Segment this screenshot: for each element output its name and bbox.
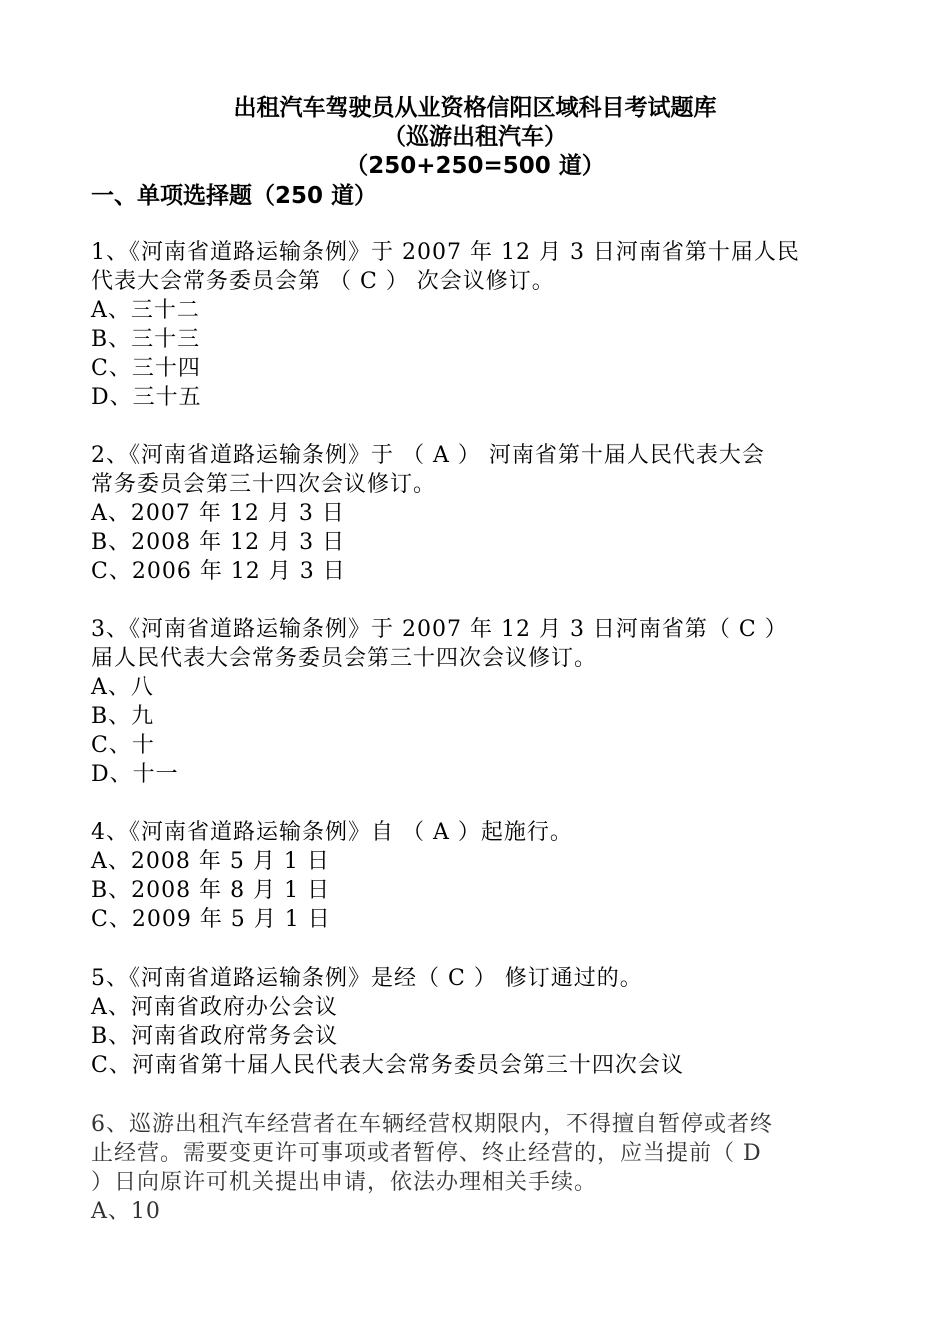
question-1-text-line-2: 代表大会常务委员会第 （ C ） 次会议修订。	[91, 269, 555, 294]
question-3-option-a: A、八	[91, 675, 154, 700]
question-4-option-b: B、2008 年 8 月 1 日	[91, 878, 331, 903]
question-2-option-c: C、2006 年 12 月 3 日	[91, 559, 346, 584]
document-title: 出租汽车驾驶员从业资格信阳区域科目考试题库	[233, 95, 717, 121]
question-2-option-a: A、2007 年 12 月 3 日	[91, 501, 345, 526]
question-6-text-line-2: 止经营。需要变更许可事项或者暂停、终止经营的，应当提前（ D	[91, 1141, 762, 1166]
question-1-option-d: D、三十五	[91, 385, 202, 410]
question-count: （250+250=500 道）	[345, 153, 605, 179]
question-1-option-b: B、三十三	[91, 327, 201, 352]
question-4-text-line-1: 4、《河南省道路运输条例》自 （ A ）起施行。	[91, 820, 573, 845]
question-6-text-line-3: ）日向原许可机关提出申请，依法办理相关手续。	[91, 1170, 598, 1195]
question-5-option-c: C、河南省第十届人民代表大会常务委员会第三十四次会议	[91, 1053, 684, 1078]
question-2-text-line-1: 2、《河南省道路运输条例》于 （ A ） 河南省第十届人民代表大会	[91, 443, 765, 468]
question-4-option-c: C、2009 年 5 月 1 日	[91, 907, 331, 932]
question-3-text-line-2: 届人民代表大会常务委员会第三十四次会议修订。	[91, 646, 598, 671]
question-2-option-b: B、2008 年 12 月 3 日	[91, 530, 346, 555]
question-4-option-a: A、2008 年 5 月 1 日	[91, 849, 330, 874]
question-1-option-a: A、三十二	[91, 298, 200, 323]
question-3-option-d: D、十一	[91, 762, 179, 787]
question-6-text-line-1: 6、巡游出租汽车经营者在车辆经营权期限内，不得擅自暂停或者终	[91, 1112, 773, 1137]
question-6-option-a: A、10	[91, 1199, 161, 1224]
question-1-text-line-1: 1、《河南省道路运输条例》于 2007 年 12 月 3 日河南省第十届人民	[91, 240, 800, 265]
question-1-option-c: C、三十四	[91, 356, 201, 381]
question-3-option-b: B、九	[91, 704, 155, 729]
question-5-option-b: B、河南省政府常务会议	[91, 1024, 339, 1049]
document-subtitle: （巡游出租汽车）	[383, 124, 567, 150]
section-heading: 一、单项选择题（250 道）	[91, 183, 378, 209]
question-3-text-line-1: 3、《河南省道路运输条例》于 2007 年 12 月 3 日河南省第（ C ）	[91, 617, 788, 642]
question-2-text-line-2: 常务委员会第三十四次会议修订。	[91, 472, 437, 497]
question-5-text-line-1: 5、《河南省道路运输条例》是经（ C ） 修订通过的。	[91, 966, 643, 991]
question-5-option-a: A、河南省政府办公会议	[91, 995, 338, 1020]
question-3-option-c: C、十	[91, 733, 155, 758]
